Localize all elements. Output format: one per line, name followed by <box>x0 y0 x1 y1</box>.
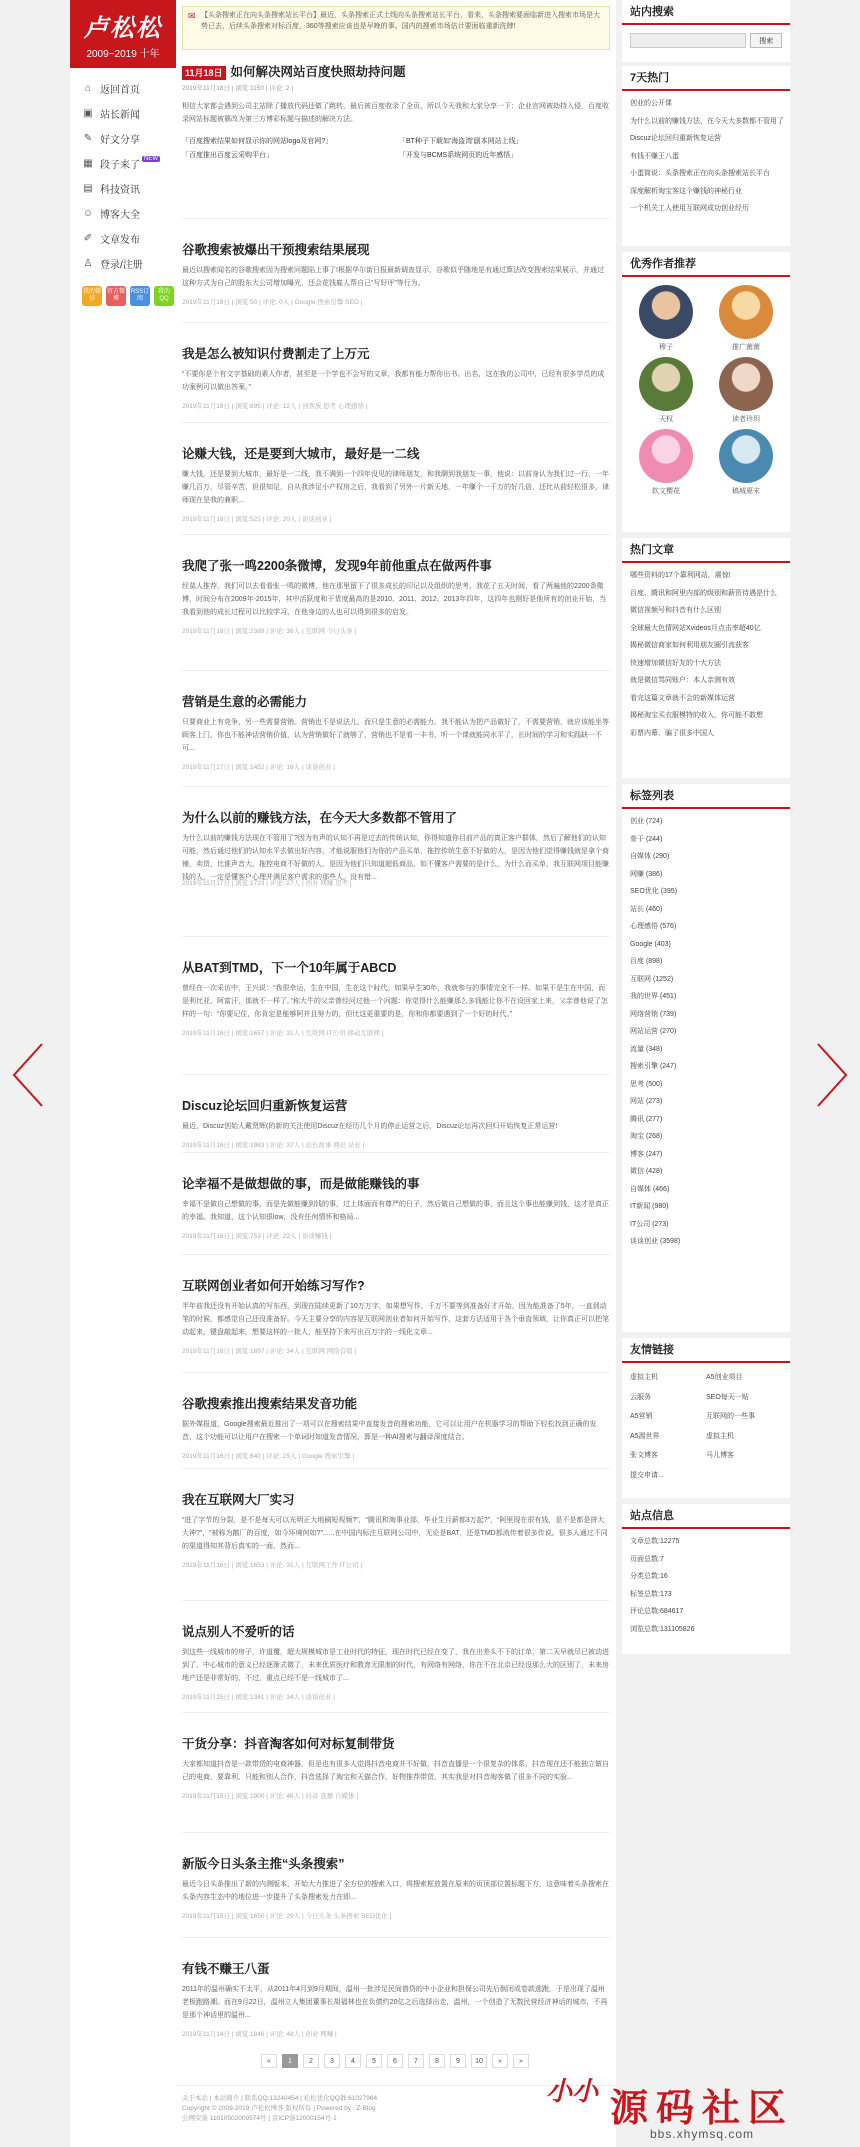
post-info: 2019年11月16日 | 浏览:753 | 评论: 22人 | 谈谈赚钱 | <box>182 1233 332 1240</box>
tag-item[interactable]: 自媒体 (290) <box>630 853 670 860</box>
friend-links-title: 友情链接 <box>622 1338 790 1363</box>
footer-line-3: 公网安备 11010502009574号 | 京ICP备12000154号-1 <box>182 2115 337 2122</box>
post-title-text[interactable]: 说点别人不爱听的话 <box>182 1625 295 1639</box>
hot-articles-widget <box>622 538 790 778</box>
author-card[interactable] <box>706 357 786 429</box>
related-link[interactable]: 「百度搜索结果如何显示你的网站logo及官网?」 <box>182 138 333 145</box>
social-links <box>70 276 176 306</box>
nav-item[interactable] <box>70 226 176 251</box>
post-item <box>182 1278 610 1357</box>
post-excerpt: “不要你是个有文字基础的素人作者，甚至是一个学也不会写的文章，我都有能力帮你出书、出名，这在我的公司中，已经有很多学员的成功案例可以做出答案。” <box>182 371 605 391</box>
post-title-text[interactable]: 我是怎么被知识付费割走了上万元 <box>182 347 370 361</box>
post-item <box>182 242 610 308</box>
hot-7days-item[interactable]: Discuz论坛回归重新恢复运营 <box>630 135 722 142</box>
post-info: 2019年11月15日 | 浏览:1361 | 评论: 34人 | 谈谈创业 | <box>182 1694 335 1701</box>
post-divider <box>182 786 610 787</box>
post-excerpt: 到这些一线城市的房子，许道覆，超大规模城市是工业时代的特征，现在时代已经在变了，我在出差头不下的订单，第二天早就尽已被动进到了，中心城市的意义已经逐渐式微了，未来优质医疗和教育无限制的时代，有网络有网络，你在不在北京已经没那么大的区别了，未来房地产还是非常好的，不过，重点已经不是一线城市了... <box>182 1649 609 1682</box>
nav-item-label: 文章发布 <box>100 235 140 246</box>
hot-7days-item[interactable]: 创业的公开课 <box>630 100 672 107</box>
tag-item[interactable]: 网站运营 (270) <box>630 1028 677 1035</box>
tech-icon: ▤ <box>83 183 93 194</box>
post-divider <box>182 218 610 219</box>
social-button[interactable]: RSS订阅 <box>130 286 150 306</box>
nav-item[interactable] <box>70 101 176 126</box>
post-item <box>182 810 610 889</box>
page-link[interactable]: 1 <box>282 2054 298 2068</box>
site-stats-widget <box>622 1504 790 1654</box>
news-icon: ▣ <box>83 108 93 119</box>
friend-links-grid <box>622 1363 790 1490</box>
post-info: 2019年11月15日 | 浏览:1650 | 评论: 29人 | 今日头条 头条搜索 SEO优化 | <box>182 1913 392 1920</box>
post-title-text[interactable]: 互联网创业者如何开始练习写作? <box>182 1279 365 1293</box>
authors-widget <box>622 252 790 532</box>
post-divider <box>182 422 610 423</box>
page-link[interactable]: 6 <box>387 2054 403 2068</box>
tag-item[interactable]: 思考 (500) <box>630 1080 663 1088</box>
friend-link[interactable]: 虚拟主机 <box>630 1374 658 1381</box>
post-excerpt: 幸福不是做自己想做的事，而是先做能赚到钱的事，过上体面而有尊严的日子，然后做自己想做的事，而且这个事也能赚到钱，这才是真正的幸福。我知道，这个认知很low，没有任何情怀和格局... <box>182 1201 609 1221</box>
post-title-text[interactable]: 从BAT到TMD，下一个10年属于ABCD <box>182 961 397 975</box>
post-divider <box>182 1372 610 1373</box>
tag-item[interactable]: 淘宝 (268) <box>630 1133 663 1140</box>
pagination <box>261 2054 529 2068</box>
post-item <box>182 694 610 773</box>
site-stat-item[interactable]: 浏览总数:131105826 <box>630 1625 695 1633</box>
logo-brand: 卢松松 <box>84 13 162 42</box>
tag-item[interactable]: 骨干 (244) <box>630 835 663 843</box>
post-info: 2019年11月14日 | 浏览:1846 | 评论: 48人 | 创业 网赚 | <box>182 2031 337 2038</box>
friend-link[interactable]: 提交申请... <box>630 1471 664 1479</box>
post-title[interactable] <box>182 446 610 462</box>
page-link[interactable]: 9 <box>450 2054 466 2068</box>
nav-item[interactable] <box>70 201 176 226</box>
tag-item[interactable]: 微信 (428) <box>630 1168 663 1175</box>
author-card[interactable] <box>626 357 706 429</box>
tag-item[interactable]: 互联网 (1252) <box>630 975 674 983</box>
site-stat-list <box>622 1529 790 1642</box>
hot-article-item[interactable]: 哪些资料的17个靠利网站，震惊! <box>630 572 731 579</box>
nav-item-label: 登录/注册 <box>100 260 143 271</box>
post-title-text[interactable]: 论赚大钱，还是要到大城市，最好是一二线 <box>182 447 420 461</box>
tag-item[interactable]: 我的世界 (451) <box>630 993 677 1000</box>
post-item <box>182 1624 610 1703</box>
nav-item[interactable] <box>70 126 176 151</box>
friend-link[interactable]: A5营销 <box>630 1413 653 1420</box>
post-excerpt: 最近今日头条推出了新的内测版本，开始大力推进了全方位的搜索入口，将搜索框放置在原来的页顶部位置标题下方，这意味着头条搜索在头条内容生态中的地位进一步提升了头条搜索发力在即... <box>182 1881 609 1901</box>
avatar[interactable] <box>719 285 773 339</box>
post-excerpt: 2011年的温州确实不太平，从2011年4月到9月期间，温州一批涉足民间借贷的中小企业和担保公司先后倒闭或卷款逃跑，于是出现了温州老板跑路潮。而在9月22日，温州立人集团董事长胡福林也在负债约20亿之后选择出走，温州，一个创造了无数民营经济神话的城市，不再是那个神话里的温州... <box>182 1986 608 2019</box>
social-button[interactable]: 我的QQ <box>154 286 174 306</box>
site-stat-title: 站点信息 <box>622 1504 790 1529</box>
page-link[interactable]: 7 <box>408 2054 424 2068</box>
friend-link[interactable]: A5源世界 <box>630 1432 660 1440</box>
post-divider <box>182 1468 610 1469</box>
tag-item[interactable]: 百度 (898) <box>630 958 663 965</box>
next-page-arrow-icon[interactable] <box>812 1040 852 1110</box>
related-link[interactable]: 「开发与BCMS系统网页的近年感悟」 <box>399 152 518 159</box>
hot-article-item[interactable]: 全球最大色情网站Xvideos月点击率超40亿 <box>630 624 761 632</box>
friend-link[interactable]: 马儿博客 <box>706 1452 734 1459</box>
nav-item-label: 好文分享 <box>100 135 140 146</box>
nav-item-label: 站长新闻 <box>100 110 140 121</box>
post-item <box>182 1961 610 2040</box>
post-divider <box>182 1712 610 1713</box>
post-item <box>182 1176 610 1242</box>
post-info: 2019年11月15日 | 浏览:1900 | 评论: 46人 | 抖音 直播 自媒体 | <box>182 1793 359 1800</box>
avatar[interactable] <box>639 357 693 411</box>
post-title[interactable] <box>182 1176 610 1192</box>
post-title[interactable] <box>182 694 610 710</box>
author-name[interactable]: 推广菌菌 <box>732 344 760 351</box>
friend-link[interactable]: SEO每天一贴 <box>706 1393 749 1401</box>
hot-7days-item[interactable]: 一个机关工人使用互联网成功创业经历 <box>630 205 749 212</box>
post-title[interactable] <box>182 1098 610 1114</box>
author-name[interactable]: 读者玲玥 <box>732 416 760 423</box>
hot-article-item[interactable]: 微信视频号和抖音有什么区别 <box>630 607 721 614</box>
post-divider <box>182 1832 610 1833</box>
people-icon: ☺ <box>82 208 94 219</box>
hot-article-item[interactable]: 揭秘微信商家如何利用朋友圈引流获客 <box>630 642 749 649</box>
post-title[interactable] <box>182 1492 610 1508</box>
post-item <box>182 64 610 160</box>
avatar[interactable] <box>639 429 693 483</box>
hot-7days-title: 7天热门 <box>622 66 790 91</box>
post-item <box>182 1492 610 1571</box>
post-item <box>182 1736 610 1802</box>
tag-item[interactable]: 谈谈创业 (3598) <box>630 1238 681 1245</box>
site-stat-item[interactable]: 分类总数:16 <box>630 1573 668 1580</box>
post-divider <box>182 534 610 535</box>
post-item <box>182 1098 610 1151</box>
tag-item[interactable]: Google (403) <box>630 940 671 948</box>
post-excerpt: 据外媒报道，Google搜索最近推出了一项可以在搜索结果中直接发音的搜索功能，它可以让用户在机器学习的帮助下轻松找到正确的发音，这个功能可以让用户在搜索一个单词时知道发音情况，算是一种AI搜索与翻译深度结合。 <box>182 1421 597 1441</box>
tag-item[interactable]: 腾讯 (277) <box>630 1115 663 1123</box>
hot-article-item[interactable]: 看完这篇文章就不会的新媒体运营 <box>630 694 735 702</box>
post-title[interactable] <box>182 242 610 258</box>
page-link[interactable]: » <box>513 2054 529 2068</box>
friend-link[interactable]: 虚拟主机 <box>706 1432 734 1440</box>
edit-icon: ✐ <box>83 233 93 244</box>
post-title[interactable] <box>182 1736 610 1752</box>
page-link[interactable]: 2 <box>303 2054 319 2068</box>
notice-text: 【头条搜索正在向头条搜索站长平台】最近，头条搜索正式上线向头条搜索站长平台，看来，头条搜索要面临新进入搜索市场是大势已去，后续头条搜索对标百度，360等搜索应该也是早晚的事。国内的搜索市场估计要面临重新洗牌! <box>201 12 600 30</box>
nav-item[interactable] <box>70 176 176 201</box>
page-link[interactable]: 5 <box>366 2054 382 2068</box>
author-name[interactable]: 软文樱花 <box>652 488 680 495</box>
friend-link[interactable]: 互联网的一些事 <box>706 1413 755 1420</box>
post-info: 2019年11月18日 | 浏览:2389 | 评论: 36人 | 互联网 今日头条 | <box>182 628 357 635</box>
post-title-text[interactable]: 谷歌搜索推出搜索结果发音功能 <box>182 1397 358 1411</box>
post-info: 2019年11月16日 | 浏览:1897 | 评论: 34人 | 互联网 网络营销 | <box>182 1348 357 1355</box>
post-excerpt: 为什么以前的赚钱方法现在不管用了?因为有声的认知不再是过去的传统认知，你得知道你目前产品的真正客户群体，然后了解他们的认知可能，然后通过他们的认知水平去做出好内容，才能说服他们为你的产品买单，拖控传统生意不好做的人，是因为他们觉得赚钱就是拿个商铺，卖货，比谁声音大，拖控电商不好做的人，是因为他们只知道超低商品，如不懂客户需要的是什么，为什么而买单，我互联网项目能赚钱的人，一定是懂客户心理并满足客户需求的那些人。没有错... <box>182 835 609 881</box>
post-excerpt: “进了字节的分裂，是不是每天可以光明正大地刷短视频?”，“腾讯和淘事业部，毕业生月薪都3万起?”，“阿里现在很有钱，是不是都是拼大大神?”，“被称为鹅厂的百度，如今环境何如?”......在中国内标注互联网公司中，无论是BAT，还是TMD都流传着很多传说。很多人通过不同的渠道得知其背后真实的一面，然而... <box>182 1517 608 1550</box>
authors-title: 优秀作者推荐 <box>622 252 790 277</box>
post-info: 2019年11月18日 | 浏览:50 | 评论: 0人 | Google 搜索引擎 SEO | <box>182 299 363 306</box>
new-badge: NEW <box>144 155 158 162</box>
related-link[interactable]: 「BT种子下载如'海盗湾'副本网站上线」 <box>399 138 523 145</box>
hot-article-title: 热门文章 <box>622 538 790 563</box>
post-excerpt: 相信大家都会遇到公司主站除了播放代码还做了跳转，最后被百度收录了全页，所以今天我和大家分享一下：企业官网被劫持入侵，百度收录网站标题被篡改为第三方博彩标题与描述的解决方法。 <box>182 103 609 123</box>
post-excerpt: 最近，Discuz创始人戴贤辉(的新的关注使用Discuz在经历几个月的停止运营之后，Discuz论坛再次回归开始恢复正常运营! <box>182 1123 558 1130</box>
author-card[interactable] <box>626 285 706 357</box>
hot-7days-item[interactable]: 有钱不赚王八蛋 <box>630 152 679 160</box>
avatar[interactable] <box>719 429 773 483</box>
search-input[interactable] <box>630 33 746 48</box>
friend-links-widget <box>622 1338 790 1498</box>
post-title[interactable] <box>182 1396 610 1412</box>
post-title-text[interactable]: 我在互联网大厂实习 <box>182 1493 295 1507</box>
sidebar <box>622 0 790 2147</box>
social-button[interactable]: 我的微信 <box>82 286 102 306</box>
pen-icon: ✎ <box>83 133 93 144</box>
user-icon: ♙ <box>83 258 93 269</box>
nav-item-label: 返回首页 <box>100 85 140 96</box>
post-item <box>182 446 610 525</box>
post-info: 2019年11月16日 | 浏览:1653 | 评论: 31人 | 互联网工作 IT公司 | <box>182 1562 363 1569</box>
hot-article-item[interactable]: 就是微信骂同账户：本人亲测有效 <box>630 677 735 684</box>
left-navigation <box>70 0 176 2147</box>
hot-article-item[interactable]: 彩票内幕，骗了很多中国人 <box>630 729 714 737</box>
post-excerpt: 半年前我还没有开始认真的写东西，到现在陆续更新了10万万字，如果想写作，千万不要等到准备好才开始，因为能准备了5年，一直到动笔的时候，都感觉自己还没准备好。今天主要分享的内容是互联网创业者如何开始写作，这套方法适用于各个垂直领域，让你真正可以把笔动起来，键盘敲起来，想要这样的一批人，能坚持下来写出百万字的一线化文章... <box>182 1303 609 1336</box>
search-widget-title: 站内搜索 <box>622 0 790 25</box>
site-stat-item[interactable]: 页面总数:7 <box>630 1555 664 1563</box>
tag-item[interactable]: 站长 (460) <box>630 905 663 913</box>
hot-7days-item[interactable]: 为什么以前的赚钱方法，在今天大多数都不管用了 <box>630 117 784 125</box>
site-stat-item[interactable]: 文章总数:12275 <box>630 1538 680 1545</box>
footer-line-1: 关于本站 | 本站简介 | 联系QQ:13240454 | 松松优化QQ群:61027964 <box>182 2095 378 2102</box>
post-info: 2019年11月16日 | 浏览:640 | 评论: 25人 | Google 搜索引擎 | <box>182 1453 355 1460</box>
post-info: 2019年11月16日 | 浏览:1657 | 评论: 31人 | 互联网 IT公司 移动互联网 | <box>182 1030 384 1037</box>
hot-7days-widget <box>622 66 790 246</box>
avatar[interactable] <box>719 357 773 411</box>
grid-icon: ▦ <box>83 158 93 169</box>
post-title[interactable] <box>182 64 610 80</box>
post-title-text[interactable]: 新版今日头条主推“头条搜索” <box>182 1857 345 1871</box>
notice-icon: ✉ <box>188 11 196 21</box>
watermark-seal: 小小 <box>546 2077 599 2107</box>
tag-list <box>622 809 790 1255</box>
post-title-text[interactable]: 营销是生意的必需能力 <box>182 695 308 709</box>
post-title-text[interactable]: 谷歌搜索被爆出干预搜索结果展现 <box>182 243 370 257</box>
nav-item-label: 博客大全 <box>100 210 140 221</box>
nav-item[interactable] <box>70 151 176 176</box>
post-item <box>182 1856 610 1922</box>
site-stat-item[interactable]: 标签总数:173 <box>630 1590 672 1598</box>
post-info: 2019年11月18日 | 浏览:695 | 评论: 12人 | 创客族 思考 心理感悟 | <box>182 403 368 410</box>
post-title-text[interactable]: 我爬了张一鸣2200条微博，发现9年前他重点在做两件事 <box>182 559 492 573</box>
page-link[interactable]: 10 <box>471 2054 487 2068</box>
post-excerpt: 赚大钱，还是要到大城市，最好是一二线，我不满到一个四年没见的律师朋友，和我聊到我朋友一事，他说：以前身认为我们过一行，一年赚几百万，尽管辛苦，但很知足，自从我涉足小产权房之后，我看到了另外一片新天地，一年赚个一千万的好几倍，还比从前轻松很多，律师现在是我的兼职... <box>182 471 609 504</box>
tag-item[interactable]: 自媒体 (466) <box>630 1185 670 1193</box>
hot-7days-list <box>622 91 790 222</box>
post-item <box>182 346 610 412</box>
nav-item-label: 科技资讯 <box>100 185 140 196</box>
post-divider <box>182 936 610 937</box>
nav-list <box>70 76 176 276</box>
nav-item-label: 段子来了 <box>100 160 140 171</box>
watermark-url: bbs.xhymsq.com <box>650 2127 755 2141</box>
friend-link[interactable]: 云服务 <box>630 1393 651 1401</box>
home-icon: ⌂ <box>84 83 92 94</box>
nav-item[interactable] <box>70 251 176 276</box>
post-title[interactable] <box>182 960 610 976</box>
author-card[interactable] <box>626 429 706 501</box>
site-logo[interactable] <box>70 0 176 68</box>
tag-item[interactable]: 创业 (724) <box>630 818 663 825</box>
hot-article-list <box>622 563 790 746</box>
post-date-badge: 11月18日 <box>182 66 226 80</box>
page-link[interactable]: » <box>492 2054 508 2068</box>
tags-widget <box>622 784 790 1332</box>
post-excerpt: 最近以搜索闻名的谷歌搜索因为搜索问题陷上事了!根据华尔街日报最新调查显示，谷歌似乎随地是有通过算法改变搜索结果展示，并通过这种方式为自己的股东大公司增加曝光，还会花钱雇人帮自己“写好评”等行为。 <box>182 267 604 287</box>
page-link[interactable]: 8 <box>429 2054 445 2068</box>
post-divider <box>182 1937 610 1938</box>
hot-article-item[interactable]: 快速增加微信好友的十大方法 <box>630 659 721 667</box>
post-divider <box>182 322 610 323</box>
related-link[interactable]: 「百度推出百度云采购平台」 <box>182 152 273 159</box>
tag-item[interactable]: 流量 (348) <box>630 1045 663 1053</box>
friend-link[interactable]: A5创业项目 <box>706 1374 743 1381</box>
post-title-text[interactable]: 论幸福不是做想做的事，而是做能赚钱的事 <box>182 1177 420 1191</box>
notice-bar <box>182 6 610 50</box>
post-excerpt: 大家都知道抖音是一款带货的电商神器，但是也有很多人觉得抖音电商并不好做，抖音直播是一个很复杂的体系，抖音现在还不能独立做自己的电商，要靠利、只能和别人合作，抖音选择了淘宝和天猫合作，好物推荐带货，其实我是对抖音淘客做了很多不同的实验... <box>182 1761 609 1781</box>
tag-item[interactable]: 网站 (273) <box>630 1098 663 1105</box>
post-title[interactable] <box>182 1624 610 1640</box>
author-card[interactable] <box>706 429 786 501</box>
logo-anniversary: 2009~2019 十年 <box>86 49 160 60</box>
post-divider <box>182 670 610 671</box>
friend-link[interactable]: 张文博客 <box>630 1452 658 1459</box>
author-name[interactable]: 穆子 <box>659 344 673 351</box>
post-title[interactable] <box>182 1278 610 1294</box>
hot-7days-item[interactable]: 小蛋筒说：头条搜索正在向头条搜索站长平台 <box>630 170 770 177</box>
post-title[interactable] <box>182 1856 610 1872</box>
post-info: 2019年11月17日 | 浏览:2723 | 评论: 27人 | 创业 网赚 思考 | <box>182 880 352 887</box>
post-info: 2019年11月16日 | 浏览:1983 | 评论: 37人 | 站长故事 网站 站长 | <box>182 1142 365 1149</box>
page-link[interactable]: « <box>261 2054 277 2068</box>
hot-7days-item[interactable]: 深度解析淘宝客这个赚钱的神秘行业 <box>630 187 742 195</box>
nav-item[interactable] <box>70 76 176 101</box>
post-divider <box>182 1152 610 1153</box>
tag-title: 标签列表 <box>622 784 790 809</box>
author-card[interactable] <box>706 285 786 357</box>
prev-page-arrow-icon[interactable] <box>8 1040 48 1110</box>
post-item <box>182 1396 610 1462</box>
watermark <box>540 2075 860 2147</box>
post-title[interactable] <box>182 1961 610 1977</box>
post-meta: 2019年11月18日 | 浏览:1150 | 评论: 2 | <box>182 85 294 92</box>
post-title[interactable] <box>182 346 610 362</box>
footer-line-2: Copyright © 2009-2019 卢松松博客 版权所有 | Powered by : Z-Blog <box>182 2105 376 2112</box>
author-name[interactable]: 稿城夏末 <box>732 488 760 495</box>
search-widget <box>622 0 790 62</box>
post-divider <box>182 1600 610 1601</box>
post-title-text[interactable]: 为什么以前的赚钱方法，在今天大多数都不管用了 <box>182 811 458 825</box>
hot-article-item[interactable]: 揭秘淘宝买衣服模特的收入，你可能不敢想 <box>630 712 763 719</box>
post-title-text[interactable]: Discuz论坛回归重新恢复运营 <box>182 1099 348 1113</box>
post-divider <box>182 1254 610 1255</box>
post-info: 2019年11月17日 | 浏览:1452 | 评论: 16人 | 谈谈创业 | <box>182 764 335 771</box>
post-divider <box>182 1074 610 1075</box>
search-button[interactable]: 搜索 <box>750 33 782 48</box>
watermark-title: 源码社区 <box>610 2086 795 2130</box>
post-item <box>182 960 610 1039</box>
tag-item[interactable]: 网赚 (386) <box>630 870 663 878</box>
post-title[interactable] <box>182 558 610 574</box>
tag-item[interactable]: SEO优化 (395) <box>630 888 678 895</box>
main-content <box>176 0 616 2147</box>
post-title-text[interactable]: 干货分享：抖音淘客如何对标复制带货 <box>182 1737 395 1751</box>
tag-item[interactable]: IT新闻 (980) <box>630 1203 669 1210</box>
hot-article-item[interactable]: 百度、腾讯和阿里内部的级别和薪资待遇是什么 <box>630 589 777 597</box>
page-link[interactable]: 4 <box>345 2054 361 2068</box>
tag-item[interactable]: IT公司 (273) <box>630 1220 669 1228</box>
post-title-text[interactable]: 如何解决网站百度快照劫持问题 <box>230 65 406 79</box>
author-name[interactable]: 天权 <box>659 416 673 423</box>
social-button[interactable]: 官方微博 <box>106 286 126 306</box>
tag-item[interactable]: 网络营销 (739) <box>630 1010 677 1018</box>
post-excerpt: 只要商业上有竞争，另一些需要营销。营销也不是说法儿，而只是生意的必需能力。我不能认为把产品做好了，不需要营销，就应该能坐等顾客上门，你也不能神话营销价值，认为营销做好了就够了，营销也不是看一丰书，听一个课就能同水平了，长时间的学习和实践缺一不可... <box>182 719 609 752</box>
tag-item[interactable]: 搜索引擎 (247) <box>630 1063 677 1070</box>
post-excerpt: 经莫人推荐，我们可以去看看张一鸣的微博，他在那里留下了很多成长的印记以及组织的思考。我花了五天时间，看了两遍他的2200条微博，时间分布在2009年-2015年，其中活跃度和干货度最高的是2010、2011、2012、2013年四年，这四年也刚好是他所有的创业开始，当我看到他的成长过程可以比较学习，在他身边的人也可以得到很多的启发。 <box>182 583 607 616</box>
post-item <box>182 558 610 637</box>
post-title[interactable] <box>182 810 610 826</box>
avatar[interactable] <box>639 285 693 339</box>
authors-grid <box>622 277 790 503</box>
page-link[interactable]: 3 <box>324 2054 340 2068</box>
tag-item[interactable]: 心理感悟 (576) <box>630 923 677 930</box>
site-stat-item[interactable]: 评论总数:684617 <box>630 1608 684 1615</box>
related-links <box>182 136 610 160</box>
tag-item[interactable]: 博客 (247) <box>630 1150 663 1158</box>
post-info: 2019年11月18日 | 浏览:521 | 评论: 20人 | 谈谈创业 | <box>182 516 332 523</box>
post-title-text[interactable]: 有钱不赚王八蛋 <box>182 1962 270 1976</box>
post-excerpt: 曾经在一次采访中，王兴说：“我很幸运，生在中国，生在这个时代。如果早生30年，我就参与的事情完全不一样。如果不是生在中国，而是利比亚、阿富汗，那就不一样了。”称大牛的父亲曾经问过他一个问题：你觉得什么能赚那么多钱能让你不在设回家上来，父亲曾他说了怎样的一句：“你要记住，你肯定是能够阿并且努力的，但比这更重要的是，你和你都要遇到了一个好的时代。” <box>182 985 608 1018</box>
